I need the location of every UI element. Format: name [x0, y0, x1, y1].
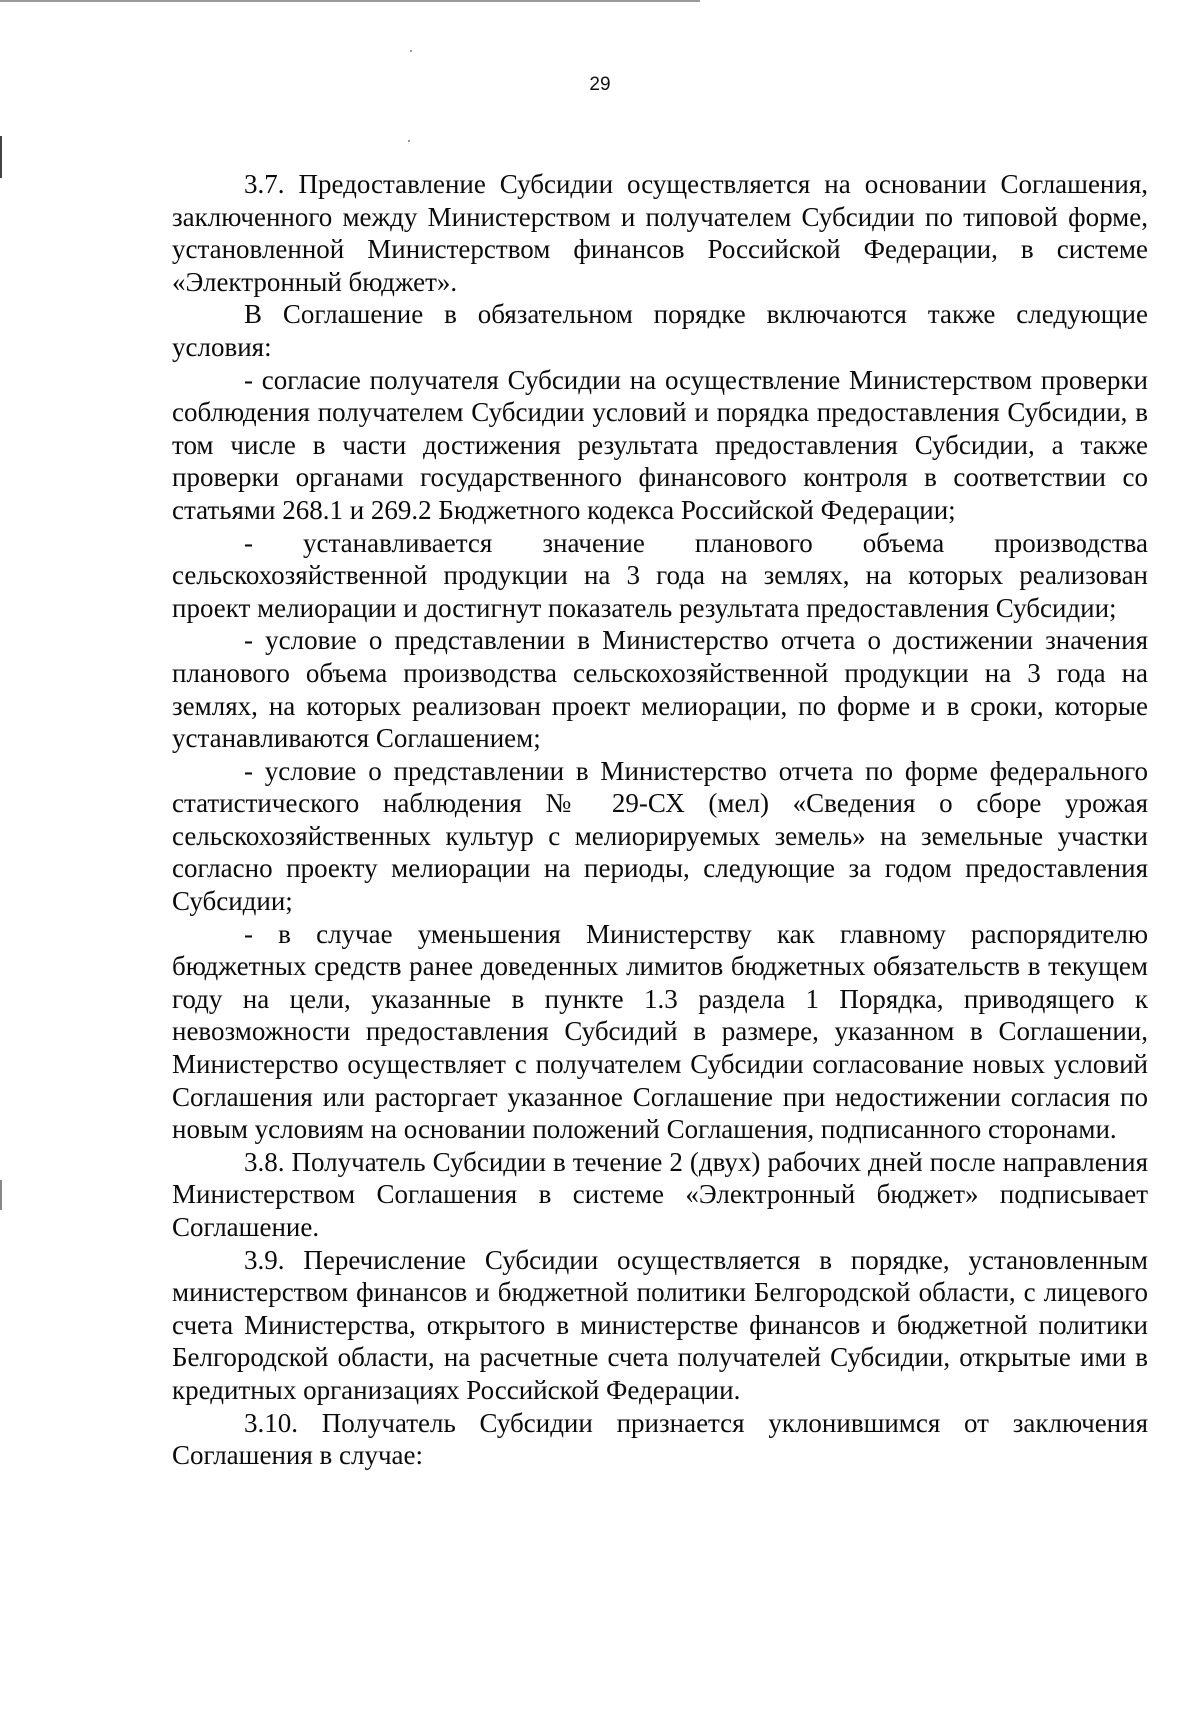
scan-margin-mark — [0, 136, 2, 178]
paragraph-conditions-intro: В Соглашение в обязательном порядке включаются также следующие условия: — [172, 299, 1148, 362]
paragraph-3-7: 3.7. Предоставление Субсидии осуществляется на основании Соглашения, заключенного между Министерством и получателем Субсидии по типовой форме, установленной Министерством финансов Российской Федерации, в системе «Электронный бюджет». — [172, 169, 1148, 297]
paragraph-condition-consent: - согласие получателя Субсидии на осуществление Министерством проверки соблюдения получателем Субсидии условий и порядка предоставления Субсидии, в том числе в части достижения результата предоставления Субсидии, а также проверки органами государственного финансового контроля в соответствии со статьями 268.1 и 269.2 Бюджетного кодекса Российской Федерации; — [172, 364, 1148, 525]
scan-speck — [408, 140, 410, 142]
document-body — [172, 168, 1148, 1472]
paragraph-condition-report-29sh: - условие о представлении в Министерство отчета по форме федерального статистического наблюдения № 29-СХ (мел) «Сведения о сборе урожая сельскохозяйственных культур с мелиорируемых земель» на земельные участки согласно проекту мелиорации на периоды, следующие за годом предоставления Субсидии; — [172, 755, 1148, 917]
page-number: 29 — [589, 74, 611, 95]
paragraph-3-9: 3.9. Перечисление Субсидии осуществляется в порядке, установленным министерством финансов и бюджетной политики Белгородской области, с лицевого счета Министерства, открытого в министерстве финансов и бюджетной политики Белгородской области, на расчетные счета получателей Субсидии, открытые ими в кредитных организациях Российской Федерации. — [172, 1244, 1148, 1405]
paragraph-condition-report-volume: - условие о представлении в Министерство отчета о достижении значения планового объема производства сельскохозяйственной продукции на 3 года на землях, на которых реализован проект мелиорации, по форме и в сроки, которые устанавливаются Соглашением; — [172, 625, 1148, 754]
scan-speck — [410, 50, 412, 52]
paragraph-3-8: 3.8. Получатель Субсидии в течение 2 (двух) рабочих дней после направления Министерством Соглашения в системе «Электронный бюджет» подписывает Соглашение. — [172, 1146, 1148, 1242]
scan-edge-line — [0, 0, 700, 2]
paragraph-3-10: 3.10. Получатель Субсидии признается уклонившимся от заключения Соглашения в случае: — [172, 1407, 1148, 1471]
paragraph-condition-planned-volume: - устанавливается значение планового объема производства сельскохозяйственной продукции на 3 года на землях, на которых реализован проект мелиорации и достигнут показатель результата предоставления Субсидии; — [172, 527, 1148, 623]
scan-margin-mark — [0, 1180, 2, 1210]
paragraph-condition-limits: - в случае уменьшения Министерству как главному распорядителю бюджетных средств ранее доведенных лимитов бюджетных обязательств в текущем году на цели, указанные в пункте 1.3 раздела 1 Порядка, приводящего к невозможности предоставления Субсидий в размере, указанном в Соглашении, Министерство осуществляет с получателем Субсидии согласование новых условий Соглашения или расторгает указанное Соглашение при недостижении согласия по новым условиям на основании положений Соглашения, подписанного сторонами. — [172, 918, 1148, 1145]
